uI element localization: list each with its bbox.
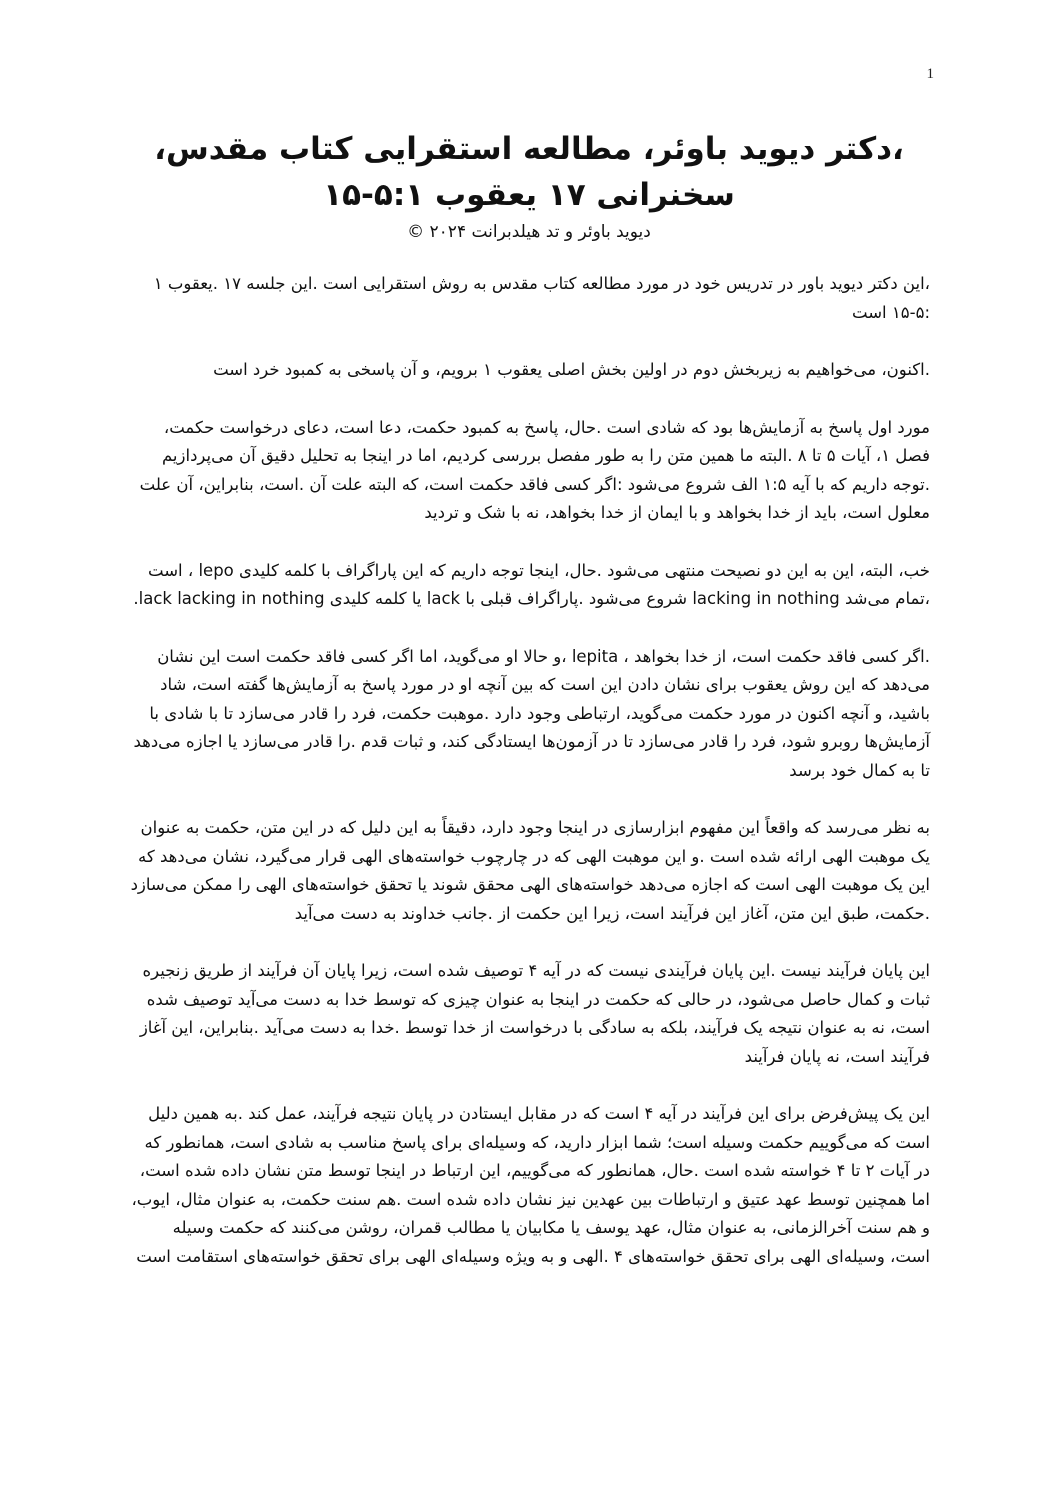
paragraph-7: این پایان فرآیند نیست .این پایان فرآیندی نیست که در آیه ۴ توصیف شده است، زیرا پایان آن فرآیند از طریق زنجیره ثبات و کمال حاصل می‌شود، در حالی که حکمت در اینجا به عنوان چیزی که توسط خدا به دست می‌آید توصیف شده است، نه به عنوان نتیجه یک فرآیند، بلکه به سادگی با درخواست از خدا توسط .خدا به دست می‌آید .بنابراین، این آغاز فرآیند است، نه پایان فرآیند xyxy=(139,961,930,1066)
paragraph-2: .اکنون، می‌خواهیم به زیربخش دوم در اولین بخش اصلی یعقوب ۱ برویم، و آن پاسخی به کمبود خرد است xyxy=(213,360,930,379)
document-title: ،دکتر دیوید باوئر، مطالعه استقرایی کتاب مقدس، سخنرانی ۱۷ یعقوب ۵:۱-۱۵ xyxy=(154,131,904,213)
paragraph-4: خب، البته، این به این دو نصیحت منتهی می‌شود .حال، اینجا توجه داریم که این پاراگراف با کلمه کلیدی lepo ، است ،تمام می‌شد lacking in nothing شروع می‌شود .پاراگراف قبلی با lack یا کلمه کلیدی lack lacking in nothing. xyxy=(133,560,930,608)
paragraph-5: .اگر کسی فاقد حکمت است، از خدا بخواهد ، lepita ،و حالا او می‌گوید، اما اگر کسی فاقد حکمت است این نشان می‌دهد که این روش یعقوب برای نشان دادن این است که بین آنچه او در مورد پاسخ به آزمایش‌ها گفته است، شاد باشید، و آنچه اکنون در مورد حکمت می‌گوید، ارتباطی وجود دارد .موهبت حکمت، فرد را قادر می‌سازد تا با شادی با آزمایش‌ها روبرو شود، فرد را قادر می‌سازد تا در آزمون‌ها ایستادگی کند، و ثبات قدم .را قادر می‌سازد یا اجازه می‌دهد تا به کمال خود برسد xyxy=(133,646,930,780)
paragraph-3: مورد اول پاسخ به آزمایش‌ها بود که شادی است .حال، پاسخ به کمبود حکمت، دعا است، دعای درخواست حکمت، فصل ۱، آیات ۵ تا ۸ .البته ما همین متن را به طور مفصل بررسی کردیم، اما در اینجا به تحلیل دقیق آن می‌پردازیم .توجه داریم که با آیه ۱:۵ الف شروع می‌شود :اگر کسی فاقد حکمت است، که البته علت آن .است، بنابراین، آن علت معلول است، باید از خدا بخواهد و با ایمان از خدا بخواهد، نه با شک و تردید xyxy=(139,417,930,522)
page-number: 1 xyxy=(926,66,934,82)
document-subtitle: دیوید باوئر و تد هیلدبرانت ۲۰۲۴ © xyxy=(407,222,651,242)
paragraph-1: ،این دکتر دیوید باور در تدریس خود در مورد مطالعه کتاب مقدس به روش استقرایی است .این جلسه ۱۷ .یعقوب ۱ :۵-۱۵ است xyxy=(153,274,930,322)
paragraph-8: این یک پیش‌فرض برای این فرآیند در آیه ۴ است که در مقابل ایستادن در پایان نتیجه فرآیند، عمل کند .به همین دلیل است که می‌گوییم حکمت وسیله است؛ شما ابزار دارید، که وسیله‌ای برای پاسخ مناسب به شادی است، همانطور که در آیات ۲ تا ۴ خواسته شده است .حال، همانطور که می‌گوییم، این ارتباط در اینجا توسط متن نشان داده شده است، اما همچنین توسط عهد عتیق و ارتباطات بین عهدین نیز نشان داده شده است .هم سنت حکمت، به عنوان مثال، ایوب، و هم سنت آخرالزمانی، به عنوان مثال، عهد یوسف یا مکابیان یا مطالب قمران، روشن می‌کنند که حکمت وسیله است، وسیله‌ای الهی برای تحقق خواسته‌های ۴ .الهی و به ویژه وسیله‌ای الهی برای تحقق خواسته‌های استقامت است xyxy=(131,1104,930,1266)
document-body xyxy=(128,270,930,1300)
paragraph-6: به نظر می‌رسد که واقعاً این مفهوم ابزارسازی در اینجا وجود دارد، دقیقاً به این دلیل که در این متن، حکمت به عنوان یک موهبت الهی ارائه شده است .و این موهبت الهی که در چارچوب خواسته‌های الهی قرار می‌گیرد، نشان می‌دهد که این یک موهبت الهی است که اجازه می‌دهد خواسته‌های الهی محقق شوند یا تحقق خواسته‌های الهی را ممکن می‌سازد .حکمت، طبق این متن، آغاز این فرآیند است، زیرا این حکمت از .جانب خداوند به دست می‌آید xyxy=(130,818,930,923)
